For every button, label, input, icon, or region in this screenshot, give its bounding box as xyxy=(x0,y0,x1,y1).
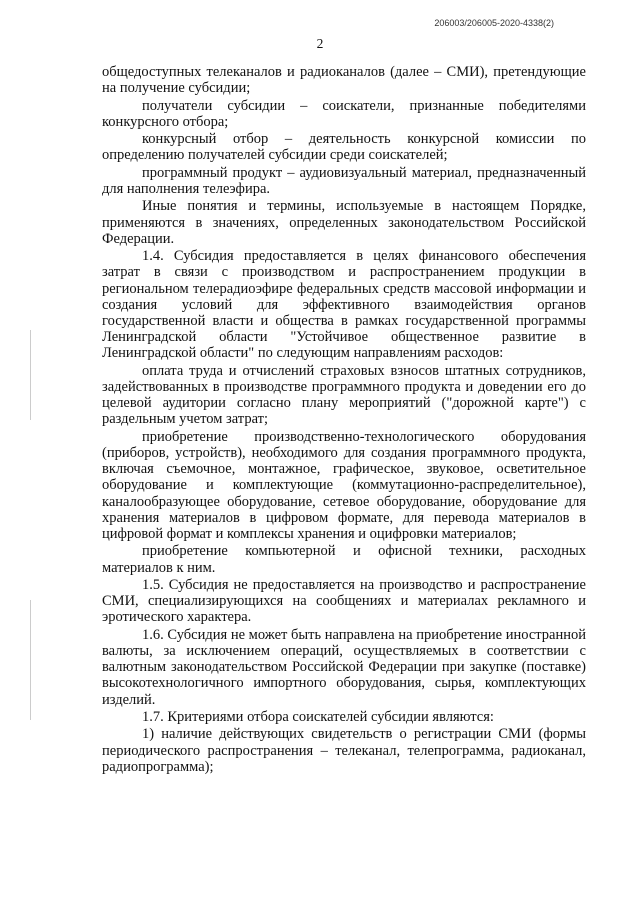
page-number: 2 xyxy=(316,36,324,51)
paragraph-1-4: 1.4. Субсидия предоставляется в целях финансового обеспечения затрат в связи с производством и распространением продукции в региональном телерадиоэфире федеральных средств массовой информации и создания условий для эффективного взаимодействия органов государственной власти и общества в рамках государственной программы Ленинградской области "Устойчивое общественное развитие в Ленинградской области" по следующим направлениям расходов: xyxy=(102,248,586,362)
paragraph-expense-equipment: приобретение производственно-технологического оборудования (приборов, устройств), необходимого для создания программного продукта, включая съемочное, монтажное, графическое, звуковое, осветительное оборудование и комплектующие (коммутационно-распределительное), каналообразующее оборудование, сетевое оборудование, оборудование для хранения материалов в цифровом формате, для перевода материалов в цифровой формат и комплексы хранения и оцифровки материалов; xyxy=(102,428,586,542)
paragraph-continuation: общедоступных телеканалов и радиоканалов (далее – СМИ), претендующие на получение субсидии; xyxy=(102,64,586,97)
scan-margin-mark xyxy=(30,600,31,720)
paragraph-other-terms: Иные понятия и термины, используемые в настоящем Порядке, применяются в значениях, определенных законодательством Российской Федерации. xyxy=(102,198,586,247)
paragraph-definition-program-product: программный продукт – аудиовизуальный материал, предназначенный для наполнения телеэфира. xyxy=(102,164,586,197)
paragraph-definition-selection: конкурсный отбор – деятельность конкурсной комиссии по определению получателей субсидии среди соискателей; xyxy=(102,131,586,164)
document-body xyxy=(102,64,586,776)
paragraph-1-5: 1.5. Субсидия не предоставляется на производство и распространение СМИ, специализирующихся на сообщениях и материалах рекламного и эротического характера. xyxy=(102,576,586,626)
paragraph-1-6: 1.6. Субсидия не может быть направлена на приобретение иностранной валюты, за исключением операций, осуществляемых в соответствии с валютным законодательством Российской Федерации при закупке (поставке) высокотехнологичного импортного оборудования, сырья, комплектующих изделий. xyxy=(102,626,586,708)
paragraph-criterion-1: 1) наличие действующих свидетельств о регистрации СМИ (формы периодического распространения – телеканал, телепрограмма, радиоканал, радиопрограмма); xyxy=(102,726,586,775)
document-id: 206003/206005-2020-4338(2) xyxy=(434,18,554,28)
paragraph-1-7: 1.7. Критериями отбора соискателей субсидии являются: xyxy=(142,708,494,725)
paragraph-expense-computers: приобретение компьютерной и офисной техники, расходных материалов к ним. xyxy=(102,543,586,576)
paragraph-definition-recipients: получатели субсидии – соискатели, признанные победителями конкурсного отбора; xyxy=(102,97,586,130)
paragraph-expense-salaries: оплата труда и отчислений страховых взносов штатных сотрудников, задействованных в производстве программного продукта и доведении его до целевой аудитории согласно плану мероприятий ("дорожной карте") с раздельным учетом затрат; xyxy=(102,362,586,428)
scan-margin-mark xyxy=(30,330,31,420)
